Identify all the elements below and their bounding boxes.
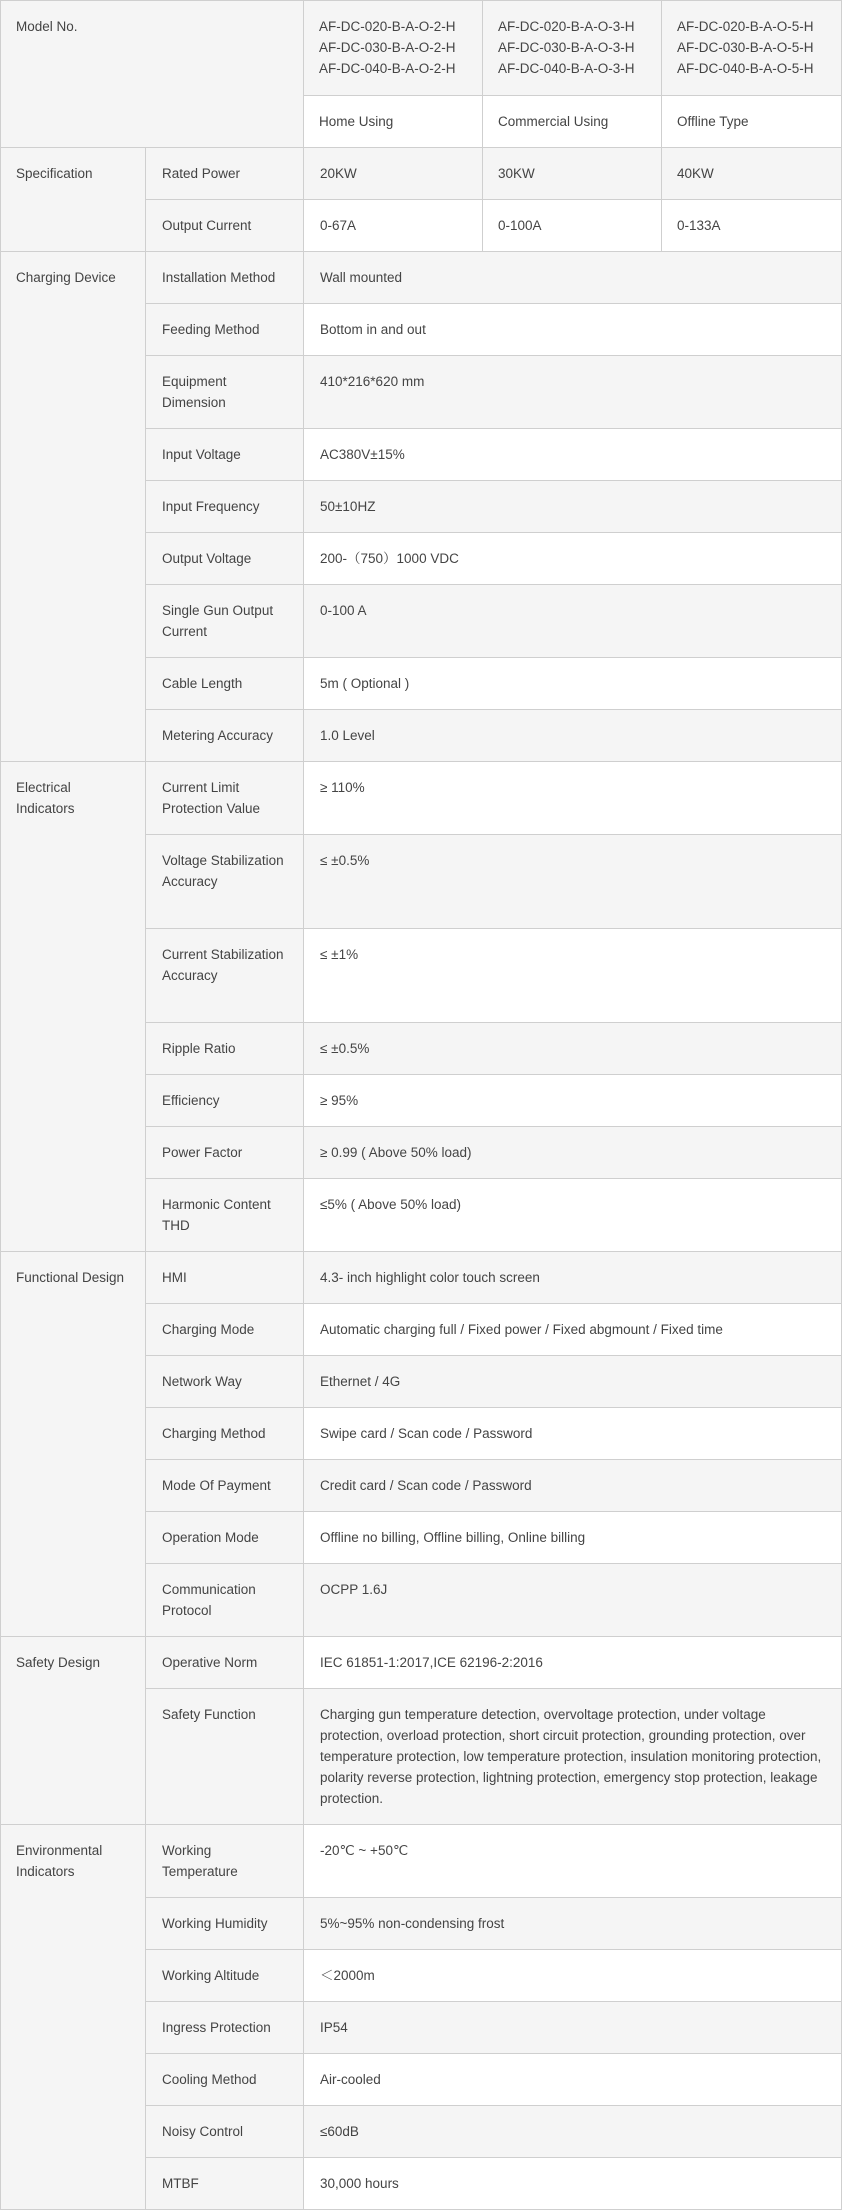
category-electrical-indicators: Electrical Indicators (1, 762, 146, 1252)
row-value: AC380V±15% (304, 429, 842, 481)
row-value: Air-cooled (304, 2054, 842, 2106)
row-value: 0-100A (483, 200, 662, 252)
category-safety-design: Safety Design (1, 1637, 146, 1825)
row-label: Safety Function (146, 1689, 304, 1825)
model-no-label: Model No. (1, 1, 304, 148)
type-home: Home Using (304, 96, 483, 148)
row-value: ≤ ±1% (304, 929, 842, 1023)
row-label: Output Current (146, 200, 304, 252)
row-label: Metering Accuracy (146, 710, 304, 762)
row-label: Working Temperature (146, 1825, 304, 1898)
row-label: Cable Length (146, 658, 304, 710)
row-label: Ingress Protection (146, 2002, 304, 2054)
row-value: ≥ 110% (304, 762, 842, 835)
category-functional-design: Functional Design (1, 1252, 146, 1637)
row-label: Current Stabilization Accuracy (146, 929, 304, 1023)
row-label: Communication Protocol (146, 1564, 304, 1637)
row-label: Network Way (146, 1356, 304, 1408)
category-specification: Specification (1, 148, 146, 252)
row-value: 20KW (304, 148, 483, 200)
row-value: 4.3- inch highlight color touch screen (304, 1252, 842, 1304)
row-label: Operative Norm (146, 1637, 304, 1689)
row-label: Output Voltage (146, 533, 304, 585)
row-value: 5m ( Optional ) (304, 658, 842, 710)
row-value: 0-133A (662, 200, 842, 252)
row-value: Swipe card / Scan code / Password (304, 1408, 842, 1460)
row-label: Rated Power (146, 148, 304, 200)
row-value: ＜2000m (304, 1950, 842, 2002)
category-charging-device: Charging Device (1, 252, 146, 762)
row-value: 40KW (662, 148, 842, 200)
row-value: 410*216*620 mm (304, 356, 842, 429)
row-value: Charging gun temperature detection, overvoltage protection, under voltage protection, overload protection, short circuit protection, grounding protection, over temperature protection, low temperature protection, insulation monitoring protection, polarity reverse protection, lightning protection, emergency stop protection, leakage protection. (304, 1689, 842, 1825)
row-label: Charging Method (146, 1408, 304, 1460)
model-list-offline: AF-DC-020-B-A-O-5-H AF-DC-030-B-A-O-5-H AF-DC-040-B-A-O-5-H (662, 1, 842, 96)
row-label: Working Humidity (146, 1898, 304, 1950)
row-value: ≤5% ( Above 50% load) (304, 1179, 842, 1252)
row-value: -20℃ ~ +50℃ (304, 1825, 842, 1898)
row-value: 200-（750）1000 VDC (304, 533, 842, 585)
row-label: Cooling Method (146, 2054, 304, 2106)
row-label: Input Voltage (146, 429, 304, 481)
row-label: Charging Mode (146, 1304, 304, 1356)
row-label: Equipment Dimension (146, 356, 304, 429)
category-environmental-indicators: Environmental Indicators (1, 1825, 146, 2210)
row-value: 30,000 hours (304, 2158, 842, 2210)
row-value: ≥ 95% (304, 1075, 842, 1127)
row-label: Input Frequency (146, 481, 304, 533)
row-label: Feeding Method (146, 304, 304, 356)
row-value: ≥ 0.99 ( Above 50% load) (304, 1127, 842, 1179)
type-offline: Offline Type (662, 96, 842, 148)
row-label: MTBF (146, 2158, 304, 2210)
row-value: 1.0 Level (304, 710, 842, 762)
row-value: ≤60dB (304, 2106, 842, 2158)
row-value: Offline no billing, Offline billing, Online billing (304, 1512, 842, 1564)
row-label: Current Limit Protection Value (146, 762, 304, 835)
row-value: IEC 61851-1:2017,ICE 62196-2:2016 (304, 1637, 842, 1689)
row-label: Ripple Ratio (146, 1023, 304, 1075)
row-value: Ethernet / 4G (304, 1356, 842, 1408)
row-label: Voltage Stabilization Accuracy (146, 835, 304, 929)
model-list-home: AF-DC-020-B-A-O-2-H AF-DC-030-B-A-O-2-H AF-DC-040-B-A-O-2-H (304, 1, 483, 96)
row-value: ≤ ±0.5% (304, 1023, 842, 1075)
row-label: HMI (146, 1252, 304, 1304)
row-value: 30KW (483, 148, 662, 200)
row-value: Wall mounted (304, 252, 842, 304)
row-label: Power Factor (146, 1127, 304, 1179)
row-value: OCPP 1.6J (304, 1564, 842, 1637)
type-commercial: Commercial Using (483, 96, 662, 148)
row-value: IP54 (304, 2002, 842, 2054)
row-value: ≤ ±0.5% (304, 835, 842, 929)
row-label: Installation Method (146, 252, 304, 304)
row-label: Harmonic Content THD (146, 1179, 304, 1252)
row-label: Efficiency (146, 1075, 304, 1127)
row-value: 0-67A (304, 200, 483, 252)
row-value: 50±10HZ (304, 481, 842, 533)
row-label: Working Altitude (146, 1950, 304, 2002)
row-value: 5%~95% non-condensing frost (304, 1898, 842, 1950)
row-value: Automatic charging full / Fixed power / Fixed abgmount / Fixed time (304, 1304, 842, 1356)
row-label: Operation Mode (146, 1512, 304, 1564)
model-list-commercial: AF-DC-020-B-A-O-3-H AF-DC-030-B-A-O-3-H AF-DC-040-B-A-O-3-H (483, 1, 662, 96)
row-label: Mode Of Payment (146, 1460, 304, 1512)
row-value: Bottom in and out (304, 304, 842, 356)
row-label: Single Gun Output Current (146, 585, 304, 658)
row-value: 0-100 A (304, 585, 842, 658)
row-label: Noisy Control (146, 2106, 304, 2158)
row-value: Credit card / Scan code / Password (304, 1460, 842, 1512)
